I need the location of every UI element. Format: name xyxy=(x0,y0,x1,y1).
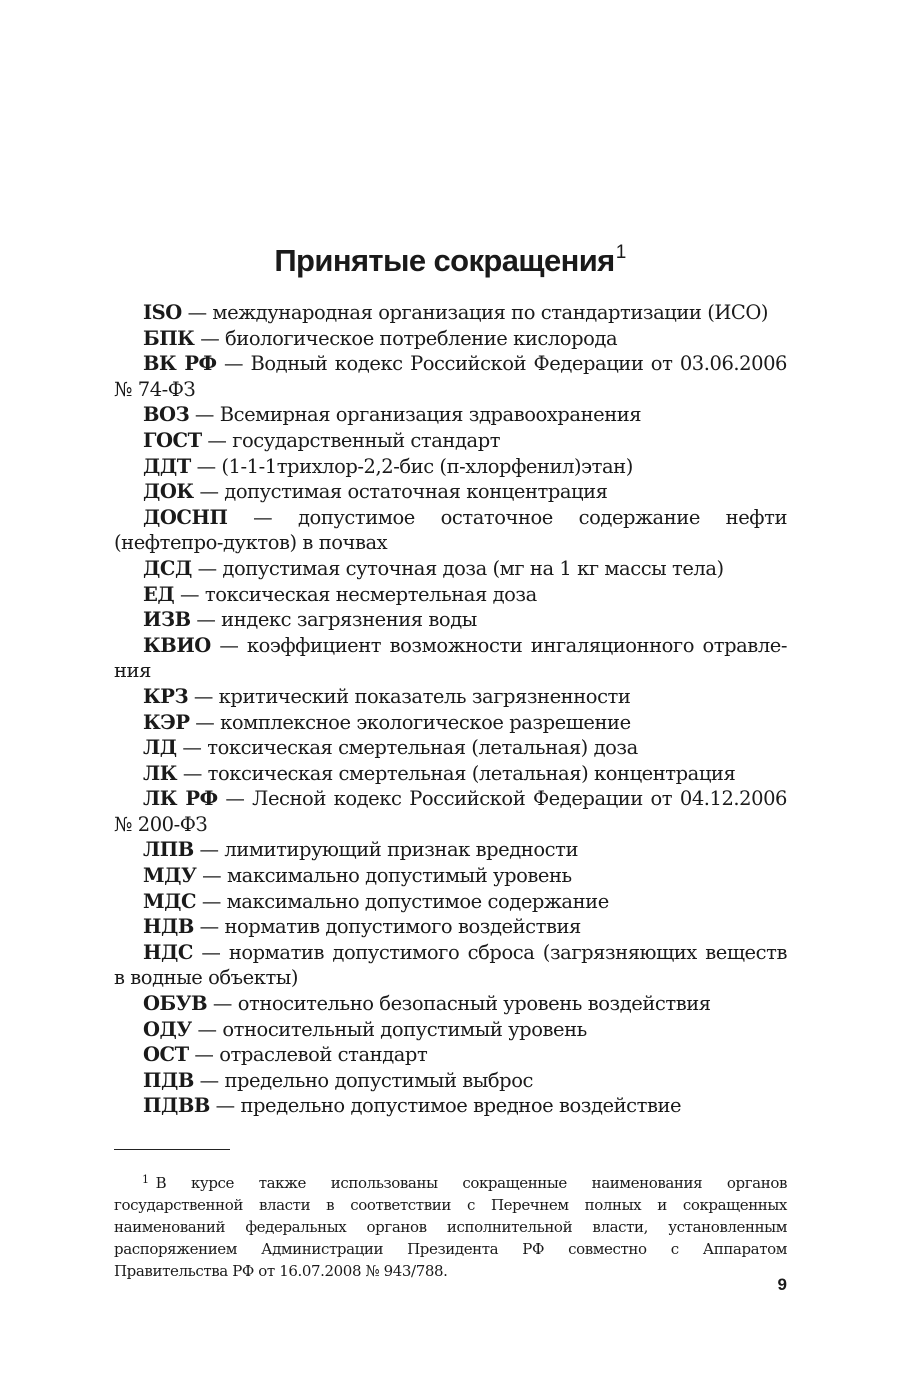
abbreviation-entry xyxy=(114,837,787,863)
abbreviation-entry xyxy=(114,300,787,326)
abbreviation-list xyxy=(114,300,787,1119)
abbreviation-definition: — Всемирная организация здравоохранения xyxy=(189,403,642,427)
abbreviation-definition: — коэффициент возможности ингаляционного отравле-ния xyxy=(114,633,787,683)
abbreviation-term: ДОК xyxy=(143,480,194,504)
abbreviation-definition: — допустимая остаточная концентрация xyxy=(193,480,608,504)
abbreviation-entry xyxy=(114,479,787,505)
abbreviation-definition: — международная организация по стандартизации (ИСО) xyxy=(181,301,769,324)
abbreviation-entry xyxy=(114,1068,787,1094)
abbreviation-definition: — комплексное экологическое разрешение xyxy=(189,710,631,734)
abbreviation-definition: — относительно безопасный уровень воздействия xyxy=(207,992,711,1016)
abbreviation-definition: — норматив допустимого воздействия xyxy=(193,915,581,939)
abbreviation-entry xyxy=(114,684,787,710)
abbreviation-term: ПДВВ xyxy=(143,1094,210,1118)
abbreviation-term: ЛПВ xyxy=(143,838,194,862)
abbreviation-entry xyxy=(114,1093,787,1119)
abbreviation-definition: — допустимое остаточное содержание нефти (нефтепро-дуктов) в почвах xyxy=(114,505,787,555)
abbreviation-term: ЕД xyxy=(143,582,175,606)
abbreviation-definition: — предельно допустимый выброс xyxy=(193,1068,533,1092)
abbreviation-definition: — токсическая смертельная (летальная) доза xyxy=(176,736,638,760)
abbreviation-term: ВОЗ xyxy=(143,403,190,427)
abbreviation-term: ЛД xyxy=(143,736,177,760)
abbreviation-term: ДДТ xyxy=(143,454,191,478)
abbreviation-entry xyxy=(114,786,787,837)
abbreviation-entry xyxy=(114,428,787,454)
abbreviation-entry xyxy=(114,633,787,684)
abbreviation-term: МДУ xyxy=(143,864,197,888)
abbreviation-definition: — индекс загрязнения воды xyxy=(190,608,477,632)
abbreviation-entry xyxy=(114,402,787,428)
footnote-separator xyxy=(114,1149,230,1150)
abbreviation-definition: — токсическая смертельная (летальная) концентрация xyxy=(177,761,736,785)
abbreviation-entry xyxy=(114,991,787,1017)
abbreviation-term: ГОСТ xyxy=(143,428,202,452)
page-title xyxy=(0,243,900,279)
abbreviation-entry xyxy=(114,454,787,480)
abbreviation-definition: — максимально допустимое содержание xyxy=(196,889,609,913)
abbreviation-definition: — относительный допустимый уровень xyxy=(191,1017,587,1041)
abbreviation-term: ИЗВ xyxy=(143,608,191,632)
abbreviation-entry xyxy=(114,1042,787,1068)
abbreviation-entry xyxy=(114,889,787,915)
abbreviation-definition: — отраслевой стандарт xyxy=(188,1043,428,1067)
abbreviation-term: КЭР xyxy=(143,710,190,734)
abbreviation-term: КРЗ xyxy=(143,684,189,708)
footnote xyxy=(114,1172,787,1282)
abbreviation-entry xyxy=(114,1017,787,1043)
abbreviation-term: НДС xyxy=(143,940,193,964)
footnote-mark: 1 xyxy=(142,1173,149,1186)
abbreviation-entry xyxy=(114,761,787,787)
abbreviation-entry xyxy=(114,940,787,991)
abbreviation-entry xyxy=(114,326,787,352)
abbreviation-definition: — лимитирующий признак вредности xyxy=(193,838,579,862)
abbreviation-entry xyxy=(114,582,787,608)
abbreviation-definition: — токсическая несмертельная доза xyxy=(174,582,537,606)
abbreviation-entry xyxy=(114,710,787,736)
abbreviation-term: ОБУВ xyxy=(143,992,208,1016)
abbreviation-entry xyxy=(114,351,787,402)
footnote-text: В курсе также использованы сокращенные наименования органов государственной власти в соответствии с Перечнем полных и сокращенных наименований федеральных органов исполнительной власти, установленным распоряжением Администрации Президента РФ совместно с Аппаратом Правительства РФ от 16.07.2008 № 943/788. xyxy=(114,1174,787,1280)
abbreviation-definition: — государственный стандарт xyxy=(201,428,501,452)
page-number: 9 xyxy=(777,1275,787,1294)
abbreviation-entry xyxy=(114,556,787,582)
abbreviation-term: МДС xyxy=(143,889,197,913)
abbreviation-term: ЛК РФ xyxy=(143,787,218,811)
abbreviation-term: ОСТ xyxy=(143,1043,189,1067)
abbreviation-definition: — норматив допустимого сброса (загрязняющих веществ в водные объекты) xyxy=(114,940,787,990)
abbreviation-definition: — критический показатель загрязненности xyxy=(188,684,631,708)
abbreviation-term: НДВ xyxy=(143,915,194,939)
abbreviation-definition: — допустимая суточная доза (мг на 1 кг массы тела) xyxy=(191,556,724,580)
abbreviation-entry xyxy=(114,863,787,889)
abbreviation-entry xyxy=(114,607,787,633)
page-title-text: Принятые сокращения xyxy=(274,242,615,278)
abbreviation-definition: — биологическое потребление кислорода xyxy=(194,326,618,350)
abbreviation-definition: — Водный кодекс Российской Федерации от 03.06.2006 № 74-ФЗ xyxy=(114,352,787,401)
abbreviation-term: ПДВ xyxy=(143,1068,194,1092)
abbreviation-term: КВИО xyxy=(143,633,211,657)
abbreviation-entry xyxy=(114,735,787,761)
abbreviation-entry xyxy=(114,505,787,556)
title-footnote-mark: 1 xyxy=(615,241,626,263)
abbreviation-entry xyxy=(114,914,787,940)
abbreviation-term: ОДУ xyxy=(143,1017,192,1041)
abbreviation-term: ВК РФ xyxy=(143,352,217,376)
abbreviation-definition: — предельно допустимое вредное воздействие xyxy=(209,1094,682,1118)
abbreviation-definition: — Лесной кодекс Российской Федерации от 04.12.2006 № 200-ФЗ xyxy=(114,787,788,836)
abbreviation-term: ISO xyxy=(143,301,182,324)
abbreviation-term: ЛК xyxy=(143,761,178,785)
abbreviation-definition: — (1-1-1трихлор-2,2-бис (п-хлорфенил)этан) xyxy=(190,454,633,478)
abbreviation-term: БПК xyxy=(143,326,195,350)
abbreviation-definition: — максимально допустимый уровень xyxy=(196,864,572,888)
abbreviation-term: ДСД xyxy=(143,556,192,580)
abbreviation-term: ДОСНП xyxy=(143,505,228,529)
